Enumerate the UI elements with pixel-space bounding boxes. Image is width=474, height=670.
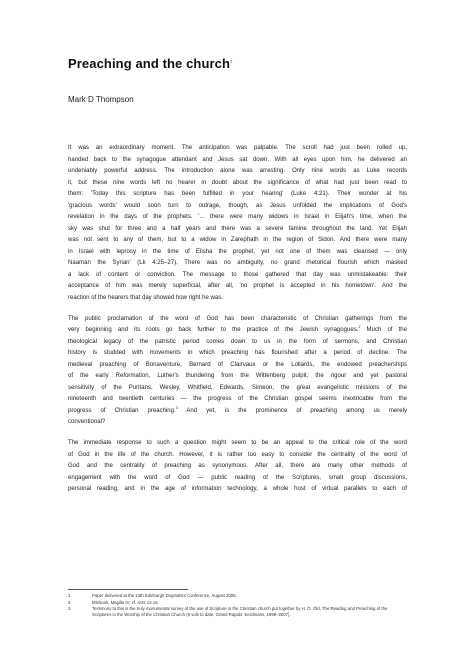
- footnote-number: 2: [68, 599, 71, 605]
- text-line: The immediate response to such a question might seem to be an appeal to the critical role of the word: [68, 440, 407, 446]
- footnote-text: Paper delivered at the 13th Edinburgh Dogmatics Conference, August 2009.: [92, 593, 237, 598]
- article-body: [68, 143, 407, 505]
- text-line: sensitivity of the Puritans, Wesley, Whitfield, Edwards, Simeon, the great evangelistic missions of the: [68, 384, 407, 391]
- footnote-number: 3: [68, 606, 71, 611]
- text-line: conventional?: [68, 419, 106, 425]
- text-line: handed back to the synagogue attendant and Jesus sat down. With all eyes upon him, he delivered an: [68, 156, 407, 163]
- footnote: [68, 600, 407, 606]
- footnote-text: Mishnah, Megilla IV; cf. Acts 13.15.: [92, 599, 159, 605]
- text-line: revelation in the days of the prophets. '... there were many widows in Israel in Elijah's time, when the: [68, 214, 407, 220]
- title-footnote-marker: 1: [230, 58, 233, 64]
- text-line: medieval preaching of Bonaventure, Bernard of Clairvaux or the Lollards, the endowed preacherships: [68, 361, 407, 368]
- text-line: progress of Christian preaching.$^3$ And yet, is the prominence of preaching among us merely: [68, 405, 407, 414]
- footnote-separator: [68, 589, 188, 590]
- text-line: of God in the life of the church. However, it is rather too easy to consider the centrality of the word of: [68, 451, 407, 458]
- footnote-marker: 3: [175, 405, 178, 410]
- author-name: Mark D Thompson: [68, 95, 134, 104]
- text-line: undeniably powerful address. The introduction alone was arresting. Only nine words as Luke records: [68, 168, 407, 174]
- text-line: was not sent to any of them, but to a widow in Zarephath in the region of Sidon. And there were many: [68, 237, 407, 243]
- text-line: history is studded with movements in which preaching has flourished after a period of decline. The: [68, 350, 407, 356]
- text-line: nineteenth and twentieth centuries — the progress of the Christian gospel seems inextricable from the: [68, 396, 407, 402]
- text-line: a lack of content or conviction. The message to those gathered that day was unmistakeable: their: [68, 271, 407, 278]
- footnote-marker: 2: [358, 324, 361, 329]
- footnote-number: 1: [68, 593, 71, 598]
- paragraph-2: [68, 314, 407, 429]
- footnote: [68, 606, 407, 618]
- text-line: theological legacy of the patristic period comes down to us in the form of sermons, and Christian: [68, 338, 407, 345]
- text-line: acceptance of him was merely superficial, after all, 'no prophet is accepted in his hometown'. And the: [68, 283, 407, 289]
- paragraph-3: [68, 438, 407, 496]
- text-line: sky was shut for three and a half years and there was a severe famine throughout the land. Yet Elijah: [68, 225, 407, 232]
- text-line: them: 'Today this scripture has been fulfilled in your hearing' (Luke 4:21). Their wonder at his: [68, 191, 407, 197]
- text-line: God and the centrality of preaching as synonymous. After all, there are many other methods of: [68, 463, 407, 469]
- text-line: 'gracious words' would soon turn to outrage, though, as Jesus unfolded the implications of God's: [68, 202, 407, 209]
- text-line: reaction of the hearers that day showed how right he was.: [68, 294, 223, 301]
- text-line: It was an extraordinary moment. The anticipation was palpable. The scroll had just been rolled up,: [68, 145, 407, 151]
- text-line: very beginning and its roots go back further to the practice of the Jewish synagogues.$^2$ Much of the: [68, 324, 407, 333]
- text-line: personal reading, and in the age of information technology, a whole host of virtual parallels to each of: [68, 486, 407, 492]
- paragraph-1: [68, 143, 407, 304]
- text-line: of the early Reformation, Luther's thundering from the Wittenberg pulpit, the rigour and yet pastoral: [68, 373, 407, 379]
- text-line: Naaman the Syrian' (Lk 4:25–27). There was no ambiguity, no grand rhetorical flourish which masked: [68, 260, 407, 266]
- footnote: [68, 593, 407, 599]
- text-line: in Israel with leprosy in the time of Elisha the prophet, yet not one of them was cleansed — only: [68, 248, 407, 255]
- text-line: engagement with the word of God — public reading of the Scriptures, small group discussions,: [68, 474, 407, 481]
- footnotes: [68, 593, 407, 619]
- text-line: The public proclamation of the word of God has been characteristic of Christian gatherings from the: [68, 315, 407, 322]
- footnote-text: Testimony to this is the truly monumental survey of the use of Scripture in the Christian church put together by H. O. Old, The Reading and Preaching of the Scriptures in the Worship of the Christian Church (6 vols to date; Grand Rapids: Eerdmans, 1998–2007).: [92, 606, 388, 617]
- article-title: Preaching and the church$^1$: [68, 56, 233, 71]
- text-line: it, but these nine words left no hearer in doubt about the significance of what had just been read to: [68, 179, 407, 186]
